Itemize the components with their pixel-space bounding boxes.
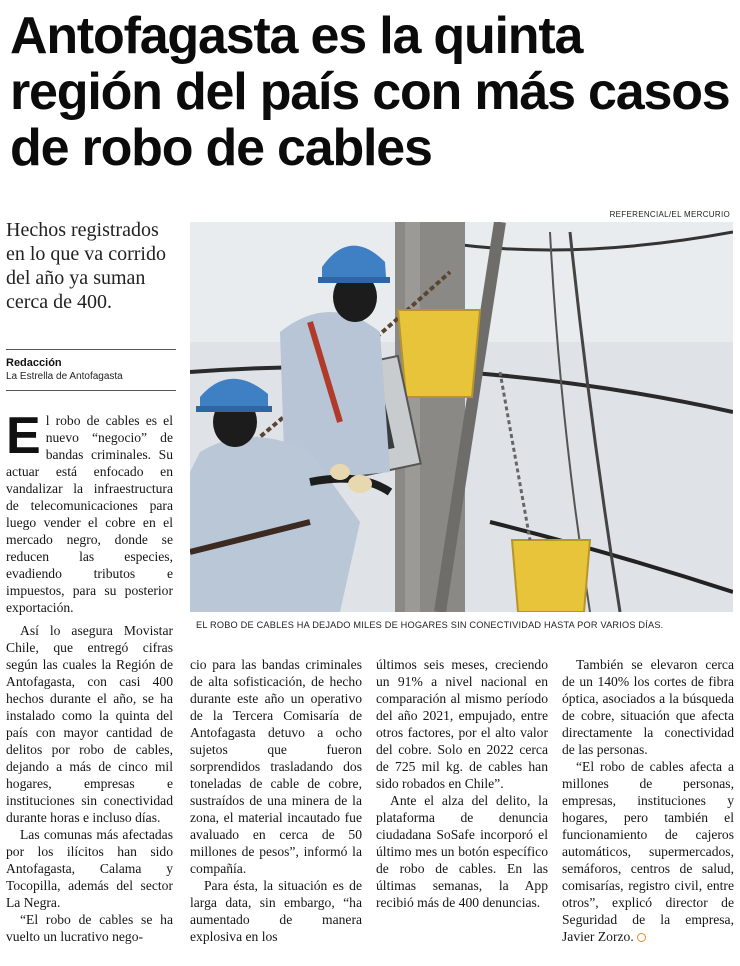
workers-on-pole-illustration [190, 222, 733, 612]
photo-credit: REFERENCIAL/EL MERCURIO [609, 210, 730, 219]
article-paragraph: “El robo de cables se ha vuelto un lucrativo nego- [6, 912, 173, 944]
article-paragraph: últimos seis meses, creciendo un 91% a nivel nacional en comparación al mismo período del año 2021, empujado, entre otros factores, por el alto valor del cobre. Solo en 2022 cerca de 725 mil kg. de cables han sido robados en Chile”. [376, 657, 548, 791]
byline-divider-top [6, 349, 176, 350]
article-photo [190, 222, 733, 612]
article-column-3 [190, 656, 362, 945]
article-column-5 [562, 656, 734, 945]
article-paragraph: Ante el alza del delito, la plataforma de denuncia ciudadana SoSafe incorporó el último mes un botón específico de robo de cables. En las últimas semanas, la App recibió más de 400 denuncias. [376, 793, 548, 910]
byline-divider-bottom [6, 390, 176, 391]
article-paragraph: Para ésta, la situación es de larga data, sin embargo, “ha aumentado de manera explosiva en los [190, 878, 362, 944]
article-paragraph: También se elevaron cerca de un 140% los cortes de fibra óptica, asociados a la búsqueda de cobre, situación que afecta directamente la conectividad de las personas. [562, 657, 734, 757]
article-paragraph: “El robo de cables afecta a millones de personas, empresas, instituciones y hogares, pero también el funcionamiento de cajeros automáticos, supermercados, semáforos, centros de salud, comisarías, registro civil, entre otros”, explicó director de Seguridad de la empresa, Javier Zorzo. [562, 759, 734, 944]
article-paragraph: cio para las bandas criminales de alta sofisticación, de hecho durante este año un operativo de la Tercera Comisaría de Antofagasta detuvo a ocho sujetos que fueron sorprendidos trasladando dos toneladas de cable de cobre, sustraídos de una minera de la zona, el material incautado fue avaluado en cerca de 50 millones de pesos”, informó la compañía. [190, 657, 362, 876]
article-paragraph: Las comunas más afectadas por los ilícitos han sido Antofagasta, Calama y Tocopilla, además del sector La Negra. [6, 827, 173, 910]
article-paragraph: El robo de cables es el nuevo “negocio” de bandas criminales. Su actuar está enfocado en vandalizar la infraestructura de telecomunicaciones para luego vender el cobre en el mercado negro, donde se reducen las especies, evadiendo tributos e impuestos, para su posterior exportación. [6, 407, 173, 615]
subheadline: Hechos registrados en lo que va corrido del año ya suman cerca de 400. [6, 219, 166, 313]
article-column-2 [6, 622, 173, 945]
end-mark-icon [637, 933, 646, 942]
drop-cap: E [6, 407, 41, 465]
article-column-4 [376, 656, 548, 911]
article-paragraph: Así lo asegura Movistar Chile, que entregó cifras según las cuales la Región de Antofagasta, con casi 400 hechos durante el año, se ha instalado como la quinta del país con mayor cantidad de delitos por robo de cables, dejando a más de cinco mil hogares, empresas e instituciones sin conectividad durante horas e incluso días. [6, 623, 173, 825]
byline-author: Redacción [6, 357, 62, 369]
photo-caption: EL ROBO DE CABLES HA DEJADO MILES DE HOGARES SIN CONECTIVIDAD HASTA POR VARIOS DÍAS. [196, 620, 664, 630]
headline: Antofagasta es la quinta región del país con más casos de robo de cables [10, 7, 730, 177]
byline-source: La Estrella de Antofagasta [6, 371, 123, 382]
article-column-1 [6, 407, 173, 616]
